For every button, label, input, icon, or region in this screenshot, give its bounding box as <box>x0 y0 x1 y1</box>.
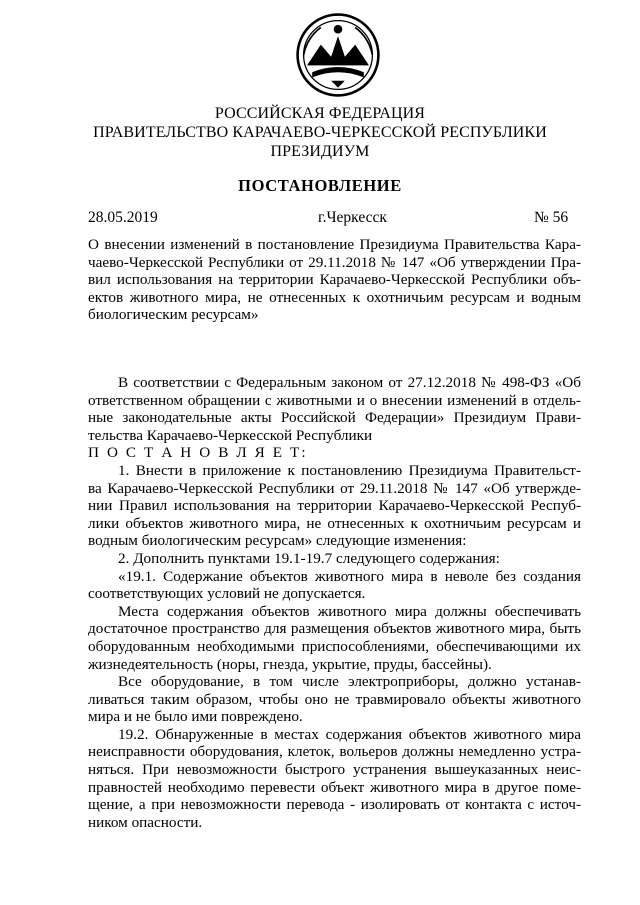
document-city: г.Черкесск <box>318 209 387 226</box>
body-line: 2. Дополнить пунктами 19.1-19.7 следующего содержания: <box>118 549 500 567</box>
body-line: Все оборудование, в том числе электроприборы, должно устанав- <box>118 673 581 691</box>
body-line: тельства Карачаево-Черкесской Республики <box>88 426 373 444</box>
body-line: В соответствии с Федеральным законом от 27.12.2018 № 498-ФЗ «Об <box>118 374 581 391</box>
document-date: 28.05.2019 <box>88 209 158 226</box>
document-body <box>88 374 581 831</box>
body-line: ником опасности. <box>88 813 203 831</box>
body-line: Места содержания объектов животного мира должны обеспечивать <box>118 602 581 620</box>
body-line: лики объектов животного мира, не отнесенных к охотничьим ресурсам и <box>88 514 581 532</box>
title-line: О внесении изменений в постановление Президиума Правительства Кара- <box>88 236 581 253</box>
title-line: чаево-Черкесской Республики от 29.11.2018 № 147 «Об утверждении Пра- <box>88 253 581 271</box>
body-line: ливаться таким образом, чтобы оно не травмировало объекты животного <box>88 690 581 708</box>
body-line: ные законодательные акты Российской Федерации» Президиум Прави- <box>88 409 581 427</box>
body-line: щение, а при невозможности перевода - изолировать от контакта с источ- <box>88 796 581 814</box>
document-title <box>88 236 581 324</box>
body-line: жизнедеятельность (норы, гнезда, укрытие, пруды, бассейны). <box>88 655 492 673</box>
body-line: ответственном обращении с животными и о внесении изменений в отдель- <box>88 391 581 409</box>
body-line: достаточное пространство для размещения объектов животного мира, быть <box>88 620 581 638</box>
header-presidium: ПРЕЗИДИУМ <box>270 143 370 160</box>
document-number: № 56 <box>534 209 569 226</box>
body-line: няться. При невозможности быстрого устранения вышеуказанных неис- <box>88 761 581 779</box>
title-line: ектов животного мира, не отнесенных к охотничьим ресурсам и водным <box>88 288 581 306</box>
body-line: соответствующих условий не допускается. <box>88 585 366 603</box>
government-header <box>0 104 640 161</box>
body-line: оборудованным необходимыми приспособлениями, обеспечивающими их <box>88 637 581 655</box>
body-line: мира и не было ими повреждено. <box>88 708 303 726</box>
header-government: ПРАВИТЕЛЬСТВО КАРАЧАЕВО-ЧЕРКЕССКОЙ РЕСПУБЛИКИ <box>93 124 547 141</box>
body-line: 1. Внести в приложение к постановлению Президиума Правительст- <box>118 461 581 479</box>
body-line: правностей необходимо перевести объект животного мира в другое поме- <box>88 778 581 796</box>
title-line: вил использования на территории Карачаево-Черкесской Республики объ- <box>88 271 581 289</box>
resolves-heading: П О С Т А Н О В Л Я Е Т: <box>88 444 308 462</box>
document-type: ПОСТАНОВЛЕНИЕ <box>238 176 402 195</box>
body-line: неисправности оборудования, клеток, вольеров должны немедленно устра- <box>88 743 581 761</box>
body-line: нии Правил использования на территории Карачаево-Черкесской Респуб- <box>88 497 581 515</box>
body-line: 19.2. Обнаруженные в местах содержания объектов животного мира <box>118 725 581 743</box>
title-line: биологическим ресурсам» <box>88 306 259 324</box>
body-line: ва Карачаево-Черкесской Республики от 29.11.2018 № 147 «Об утвержде- <box>88 479 581 497</box>
body-line: «19.1. Содержание объектов животного мира в неволе без создания <box>118 567 581 585</box>
coat-of-arms-emblem <box>295 12 381 98</box>
body-line: водным биологическим ресурсам» следующие изменения: <box>88 532 467 550</box>
header-country: РОССИЙСКАЯ ФЕДЕРАЦИЯ <box>214 105 426 122</box>
